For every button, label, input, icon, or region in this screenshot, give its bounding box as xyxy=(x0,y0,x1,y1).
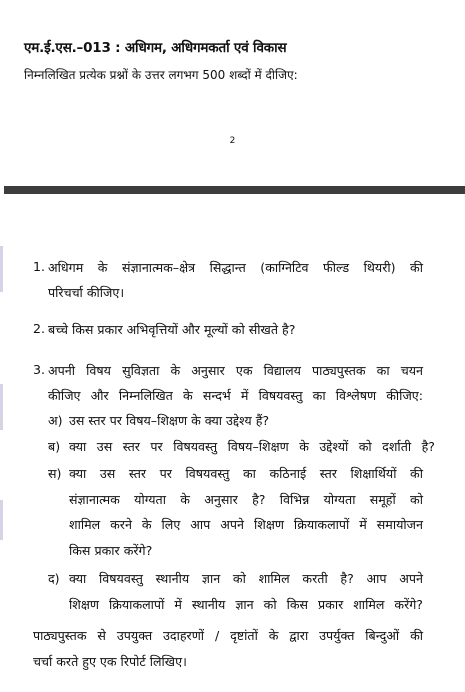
margin-mark xyxy=(0,500,3,540)
subquestion-b-label: ब) xyxy=(48,439,61,454)
question-1-line-1: अधिगम के संज्ञानात्मक–क्षेत्र सिद्धान्त (काग्निटिव फील्ड थियरी) की xyxy=(48,260,423,275)
subquestion-b-line-1: क्या उस स्तर पर विषयवस्तु विषय–शिक्षण के उद्देश्यों को दर्शाती है? xyxy=(69,439,435,454)
subquestion-c-line-1: क्या उस स्तर पर विषयवस्तु का कठिनाई स्तर शिक्षार्थियों की xyxy=(69,466,423,481)
margin-mark xyxy=(0,384,3,430)
subquestion-c-line-3: शामिल करने के लिए आप अपने शिक्षण क्रियाकलापों में समायोजन xyxy=(69,517,423,532)
course-title: एम.ई.एस.–013 : अधिगम, अधिगमकर्ता एवं विकास xyxy=(24,40,287,56)
page-divider xyxy=(4,186,465,194)
margin-mark xyxy=(0,246,3,292)
closing-line-1: पाठ्यपुस्तक से उपयुक्त उदाहरणों / दृष्टांतों के द्वारा उपर्युक्त बिन्दुओं की xyxy=(33,628,423,643)
closing-line-2: चर्चा करते हुए एक रिपोर्ट लिखिए। xyxy=(33,654,187,669)
question-2-line-1: बच्चे किस प्रकार अभिवृत्तियों और मूल्यों को सीखते है? xyxy=(48,322,296,337)
question-1-line-2: परिचर्चा कीजिए। xyxy=(48,285,125,300)
question-3-number: 3. xyxy=(33,362,46,377)
page-number: 2 xyxy=(229,136,236,146)
subquestion-c-line-2: संज्ञानात्मक योग्यता के अनुसार है? विभिन्न योग्यता समूहों को xyxy=(69,492,423,507)
subquestion-d-line-2: शिक्षण क्रियाकलापों में स्थानीय ज्ञान को किस प्रकार शामिल करेंगे? xyxy=(69,597,423,612)
subquestion-d-label: द) xyxy=(48,571,60,586)
subquestion-a-line-1: उस स्तर पर विषय–शिक्षण के क्या उद्देश्य हैं? xyxy=(69,413,270,428)
subquestion-c-label: स) xyxy=(48,466,62,481)
question-2-number: 2. xyxy=(33,321,46,336)
subquestion-a-label: अ) xyxy=(48,413,63,428)
question-1-number: 1. xyxy=(33,259,46,274)
question-3-line-2: कीजिए और निम्नलिखित के सन्दर्भ में विषयवस्तु का विश्लेषण कीजिए: xyxy=(48,388,423,403)
instruction-text: निम्नलिखित प्रत्येक प्रश्नों के उत्तर लगभग 500 शब्दों में दीजिए: xyxy=(24,68,298,82)
subquestion-c-line-4: किस प्रकार करेंगे? xyxy=(69,543,153,558)
subquestion-d-line-1: क्या विषयवस्तु स्थानीय ज्ञान को शामिल करती है? आप अपने xyxy=(69,571,423,586)
question-3-line-1: अपनी विषय सुविज्ञता के अनुसार एक विद्यालय पाठ्यपुस्तक का चयन xyxy=(48,363,423,378)
